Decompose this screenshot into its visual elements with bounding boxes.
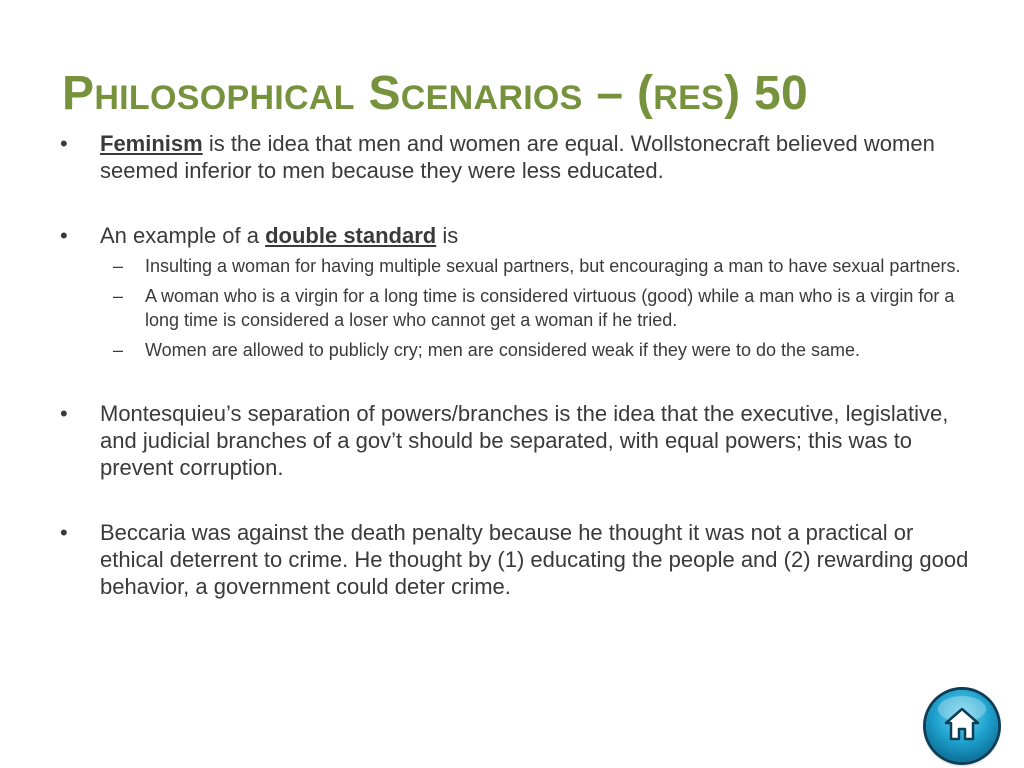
home-button[interactable] xyxy=(926,690,998,762)
sub-bullet xyxy=(60,254,970,278)
bullet-beccaria xyxy=(60,519,970,600)
bullet-text: Beccaria was against the death penalty because he thought it was not a practical or ethical deterrent to crime. He thought by (1) educating the people and (2) rewarding good behavior, a government could deter crime. xyxy=(100,520,969,599)
sub-bullet-marker: – xyxy=(113,286,124,306)
title-word-scenarios: cenarios xyxy=(400,67,583,120)
slide-title xyxy=(62,66,808,122)
sub-bullet-text: A woman who is a virgin for a long time is considered virtuous (good) while a man who is a virgin for a long time is considered a loser who cannot get a woman if he tried. xyxy=(145,286,955,330)
bullet-marker: • xyxy=(60,401,68,426)
sub-bullet xyxy=(60,338,970,362)
title-dash: – xyxy=(596,67,624,120)
sub-bullet xyxy=(60,284,970,332)
title-paren-close: ) xyxy=(724,67,741,120)
bullet-marker: • xyxy=(60,223,68,248)
title-paren-open: ( xyxy=(636,67,654,120)
title-res: res xyxy=(653,67,725,120)
sub-bullet-text: Women are allowed to publicly cry; men are considered weak if they were to do the same. xyxy=(145,340,861,360)
title-initial-p: P xyxy=(62,67,95,120)
sub-bullet-marker: – xyxy=(113,340,124,360)
bullet-prefix: An example of a xyxy=(100,223,266,248)
bullet-suffix: is xyxy=(436,223,459,248)
term-feminism: Feminism xyxy=(100,131,203,156)
bullet-feminism xyxy=(60,130,970,184)
slide-content xyxy=(60,130,970,600)
term-double-standard: double standard xyxy=(265,223,437,248)
bullet-text: is the idea that men and women are equal. Wollstonecraft believed women seemed inferior to men because they were less educated. xyxy=(100,131,935,183)
bullet-marker: • xyxy=(60,131,68,156)
bullet-marker: • xyxy=(60,520,68,545)
home-icon xyxy=(942,705,982,745)
sub-bullet-marker: – xyxy=(113,256,124,276)
bullet-double-standard xyxy=(60,222,970,249)
title-initial-s: S xyxy=(368,67,401,120)
sub-bullet-text: Insulting a woman for having multiple sexual partners, but encouraging a man to have sexual partners. xyxy=(145,256,961,276)
bullet-montesquieu xyxy=(60,400,970,481)
bullet-text: Montesquieu’s separation of powers/branches is the idea that the executive, legislative, and judicial branches of a gov’t should be separated, with equal powers; this was to prevent corruption. xyxy=(100,401,949,480)
title-number: 50 xyxy=(754,67,808,120)
title-word-philosophical: hilosophical xyxy=(94,67,355,120)
